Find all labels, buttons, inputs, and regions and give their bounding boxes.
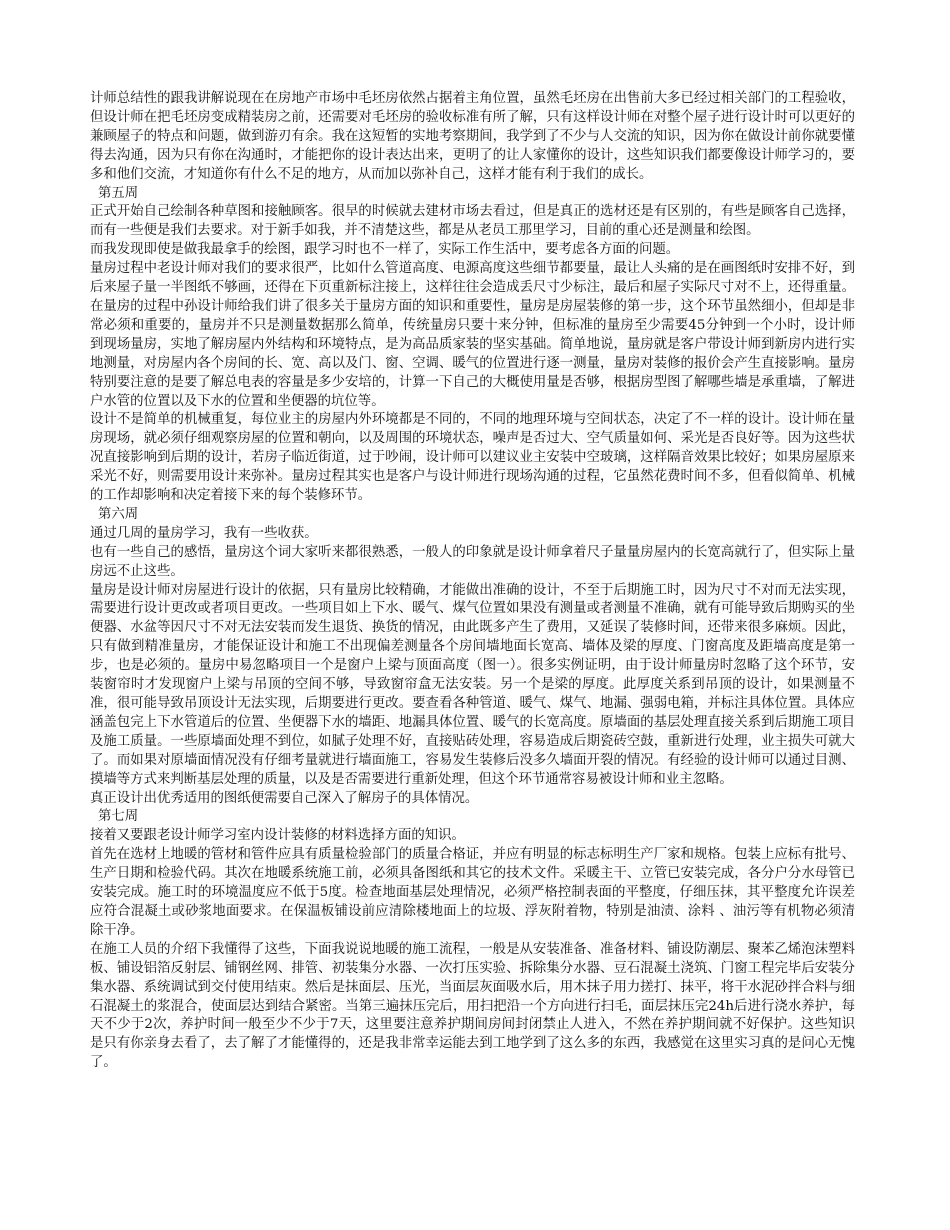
heading-week-6: 第六周 [98,506,139,522]
paragraph-insights: 也有一些自己的感悟，量房这个词大家听来都很熟悉，一般人的印象就是设计师拿着尺子量量房屋内的长宽高就行了，但实际上量房远不止这些。 [90,544,855,579]
paragraph-measuring: 量房过程中老设计师对我们的要求很严，比如什么管道高度、电源高度这些细节都要量，最让人头痛的是在画图纸时安排不好，到后来屋子量一半图纸不够画，还得在下页重新标注接上，这样往往会造成丢尺寸少标注，最后和屋子实际尺寸对不上，还得重量。在量房的过程中孙设计师给我们讲了很多关于量房方面的知识和重要性，量房是房屋装修的第一步，这个环节虽然细小，但却是非常必须和重要的，量房并不只是测量数据那么简单，传统量房只要十来分钟，但标准的量房至少需要45分钟到一个小时，设计师到现场量房，实地了解房屋内外结构和环境特点，是为高品质家装的坚实基础。简单地说，量房就是客户带设计师到新房内进行实地测量，对房屋内各个房间的长、宽、高以及门、窗、空调、暖气的位置进行逐一测量，量房对装修的报价会产生直接影响。量房特别要注意的是要了解总电表的容量是多少安培的，计算一下自己的大概使用量是否够，根据房型图了解哪些墙是承重墙，了解进户水管的位置以及下水的位置和坐便器的坑位等。 [90,261,855,409]
paragraph-gains: 通过几周的量房学习，我有一些收获。 [90,525,318,541]
paragraph-conclusion-week6: 真正设计出优秀适用的图纸便需要自己深入了解房子的具体情况。 [90,790,479,806]
paragraph-drawing: 而我发现即使是做我最拿手的绘图，跟学习时也不一样了，实际工作生活中，要考虑各方面的问题。 [90,242,680,258]
paragraph-intro: 计师总结性的跟我讲解说现在在房地产市场中毛坯房依然占据着主角位置，虽然毛坯房在出售前大多已经过相关部门的工程验收，但设计师在把毛坯房变成精装房之前，还需要对毛坯房的验收标准有所了解，只有这样设计师在对整个屋子进行设计时可以更好的兼顾屋子的特点和问题，做到游刃有余。我在这短暂的实地考察期间，我学到了不少与人交流的知识，因为你在做设计前你就要懂得去沟通，因为只有你在沟通时，才能把你的设计表达出来，更明了的让人家懂你的设计，这些知识我们都要像设计师学习的，要多和他们交流，才知道你有什么不足的地方，从而加以弥补自己，这样才能有利于我们的成长。 [90,91,855,182]
heading-week-7: 第七周 [98,809,139,825]
document-body [90,90,855,1073]
paragraph-materials: 接着又要跟老设计师学习室内设计装修的材料选择方面的知识。 [90,828,465,844]
heading-week-5: 第五周 [98,185,139,201]
paragraph-floor-heating-process: 在施工人员的介绍下我懂得了这些，下面我说说地暖的施工流程，一般是从安装准备、准备材料、铺设防潮层、聚苯乙烯泡沫塑料板、铺设铝箔反射层、铺钢丝网、排管、初装集分水器、一次打压实验、拆除集分水器、豆石混凝土浇筑、门窗工程完毕后安装分集水器、系统调试到交付使用结束。然后是抹面层、压光，当面层灰面吸水后，用木抹子用力搓打、抹平，将干水泥砂拌合料与细石混凝土的浆混合，使面层达到结合紧密。当第三遍抹压完后，用扫把沿一个方向进行扫毛，面层抹压完24h后进行浇水养护，每天不少于2次，养护时间一般至少不少于7天，这里要注意养护期间房间封闭禁止人进入，不然在养护期间就不好保护。这些知识是只有你亲身去看了，去了解了才能懂得的，还是我非常幸运能去到工地学到了这么多的东西，我感觉在这里实习真的是问心无愧了。 [90,941,855,1071]
paragraph-week5-start: 正式开始自己绘制各种草图和接触顾客。很早的时候就去建材市场去看过，但是真正的选材还是有区别的，有些是顾客自己选择，而有一些便是我们去要求。对于新手如我，并不清楚这些，都是从老员工那里学习，目前的重心还是测量和绘图。 [90,204,855,239]
paragraph-floor-heating-materials: 首先在选材上地暖的管材和管件应具有质量检验部门的质量合格证，并应有明显的标志标明生产厂家和规格。包装上应标有批号、生产日期和检验代码。其次在地暖系统施工前，必须具备图纸和其它的技术文件。采暖主干、立管已安装完成，各分户分水母管已安装完成。施工时的环境温度应不低于5度。检查地面基层处理情况，必须严格控制表面的平整度，仔细压抹，其平整度允许误差应符合混凝土或砂浆地面要求。在保温板铺设前应清除楼地面上的垃圾、浮灰附着物，特别是油渍、涂料 、油污等有机物必须清除干净。 [90,847,855,938]
paragraph-design-environment: 设计不是简单的机械重复，每位业主的房屋内外环境都是不同的，不同的地理环境与空间状态，决定了不一样的设计。设计师在量房现场，就必须仔细观察房屋的位置和朝向，以及周围的环境状态，噪声是否过大、空气质量如何、采光是否良好等。因为这些状况直接影响到后期的设计，若房子临近街道，过于吵闹，设计师可以建议业主安装中空玻璃，这样隔音效果比较好；如果房屋原来采光不好，则需要用设计来弥补。量房过程其实也是客户与设计师进行现场沟通的过程，它虽然花费时间不多，但看似简单、机械的工作却影响和决定着接下来的每个装修环节。 [90,412,855,504]
paragraph-measurement-basis: 量房是设计师对房屋进行设计的依据，只有量房比较精确，才能做出准确的设计，不至于后期施工时，因为尺寸不对而无法实现，需要进行设计更改或者项目更改。一些项目如上下水、暖气、煤气位置如果没有测量或者测量不准确，就有可能导致后期购买的坐便器、水盆等因尺寸不对无法安装而发生退货、换货的情况，由此既多产生了费用，又延误了装修时间，还带来很多麻烦。因此，只有做到精准量房，才能保证设计和施工不出现偏差测量各个房间墙地面长宽高、墙体及梁的厚度、门窗高度及距墙高度是第一步，也是必须的。量房中易忽略项目一个是窗户上梁与顶面高度（图一）。很多实例证明，由于设计师量房时忽略了这个环节，安装窗帘时才发现窗户上梁与吊顶的空间不够，导致窗帘盒无法安装。另一个是梁的厚度。此厚度关系到吊顶的设计，如果测量不准，很可能导致吊顶设计无法实现，后期要进行更改。要查看各种管道、暖气、煤气、地漏、强弱电箱，并标注具体位置。具体应涵盖包完上下水管道后的位置、坐便器下水的墙距、地漏具体位置、暖气的长宽高度。原墙面的基层处理直接关系到后期施工项目及施工质量。一些原墙面处理不到位，如腻子处理不好，直接贴砖处理，容易造成后期瓷砖空鼓，重新进行处理，业主损失可就大了。而如果对原墙面情况没有仔细考量就进行墙面施工，容易发生装修后没多久墙面开裂的情况。有经验的设计师可以通过目测、摸墙等方式来判断基层处理的质量，以及是否需要进行重新处理，但这个环节通常容易被设计师和业主忽略。 [90,582,855,787]
